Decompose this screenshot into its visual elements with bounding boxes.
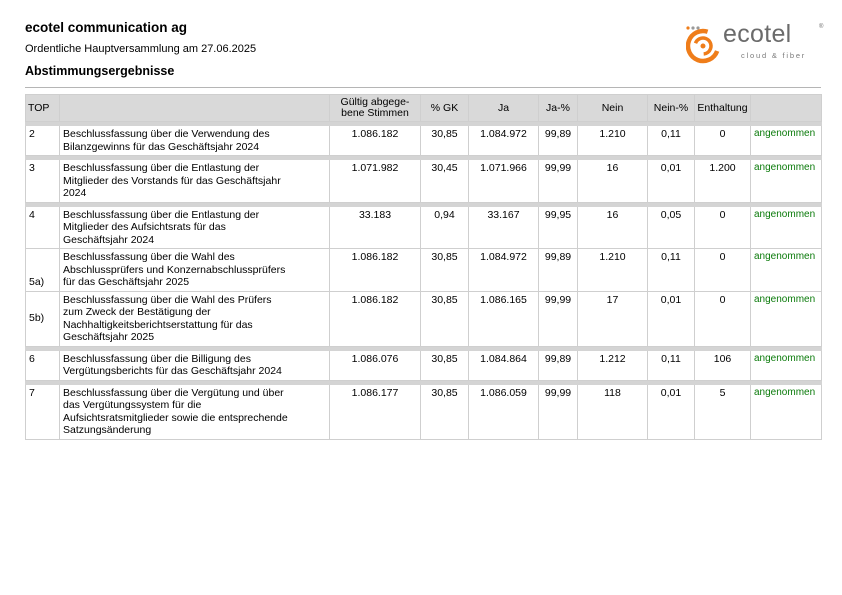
cell-valid: 1.086.182 [330,291,421,346]
meeting-line: Ordentliche Hauptversammlung am 27.06.2025 [25,43,257,55]
cell-pct-gk: 30,85 [421,384,469,439]
cell-ja: 1.086.059 [469,384,539,439]
header-valid-votes [330,95,421,122]
description-line: das Vergütungssystem für die [63,399,202,411]
document-title: Abstimmungsergebnisse [25,64,175,78]
cell-pct-gk: 30,85 [421,126,469,156]
description-line: Aufsichtsratsmitglieder sowie die entsprechende [63,411,288,424]
cell-nein: 16 [578,206,648,249]
cell-pct-gk: 30,85 [421,350,469,380]
description-line: für das Geschäftsjahr 2025 [63,276,190,288]
cell-description [60,384,330,439]
header-pct-gk: % GK [421,95,469,122]
logo-dots-icon [686,24,702,32]
cell-enthaltung: 1.200 [695,160,751,203]
header-nein-pct: Nein-% [648,95,695,122]
description-line: Beschlussfassung über die Wahl des [63,251,235,263]
description-line: 2024 [63,187,87,199]
description-line: Mitglieder des Aufsichtsrats für das [63,221,226,233]
cell-nein-pct: 0,11 [648,126,695,156]
table-row [26,160,822,203]
table-row [26,291,822,346]
cell-ja-pct: 99,99 [539,291,578,346]
cell-description [60,126,330,156]
header-nein: Nein [578,95,648,122]
description-line: Satzungsänderung [63,424,152,436]
description-line: Geschäftsjahr 2025 [63,331,155,343]
header-ja: Ja [469,95,539,122]
cell-nein-pct: 0,11 [648,350,695,380]
cell-result: angenommen [751,350,822,380]
logo-tagline: cloud & fiber [741,51,807,60]
header-ja-pct: Ja-% [539,95,578,122]
cell-top: 5a) [26,249,60,292]
ecotel-logo [686,20,826,68]
description-line: Abschlussprüfers und Konzernabschlussprüfers [63,263,286,276]
cell-enthaltung: 5 [695,384,751,439]
cell-nein-pct: 0,05 [648,206,695,249]
cell-enthaltung: 0 [695,291,751,346]
cell-pct-gk: 30,85 [421,249,469,292]
cell-nein: 17 [578,291,648,346]
cell-description [60,206,330,249]
cell-ja-pct: 99,89 [539,249,578,292]
cell-ja: 1.084.864 [469,350,539,380]
cell-ja: 1.071.966 [469,160,539,203]
cell-valid: 1.086.182 [330,249,421,292]
cell-nein-pct: 0,01 [648,291,695,346]
cell-nein: 1.210 [578,249,648,292]
table-row [26,350,822,380]
cell-ja-pct: 99,89 [539,350,578,380]
cell-result: angenommen [751,291,822,346]
cell-ja: 33.167 [469,206,539,249]
cell-valid: 1.086.182 [330,126,421,156]
cell-pct-gk: 30,45 [421,160,469,203]
table-row [26,384,822,439]
description-line: Beschlussfassung über die Entlastung der [63,162,260,174]
cell-top: 3 [26,160,60,203]
cell-result: angenommen [751,126,822,156]
cell-nein: 1.210 [578,126,648,156]
header-description [60,95,330,122]
description-line: zum Zweck der Bestätigung der [63,306,211,318]
description-line: Beschlussfassung über die Entlastung der [63,208,260,221]
cell-valid: 1.086.177 [330,384,421,439]
cell-ja-pct: 99,99 [539,160,578,203]
cell-description [60,350,330,380]
cell-top: 6 [26,350,60,380]
table-row [26,249,822,292]
description-line: Beschlussfassung über die Verwendung des [63,128,270,140]
description-line: Mitglieder des Vorstands für das Geschäftsjahr [63,174,281,187]
cell-result: angenommen [751,384,822,439]
cell-top: 2 [26,126,60,156]
cell-ja-pct: 99,89 [539,126,578,156]
cell-nein: 118 [578,384,648,439]
cell-description [60,249,330,292]
cell-valid: 1.086.076 [330,350,421,380]
cell-valid: 33.183 [330,206,421,249]
cell-result: angenommen [751,160,822,203]
header-enthaltung: Enthaltung [695,95,751,122]
cell-description [60,291,330,346]
header-valid-line2: bene Stimmen [341,107,409,119]
cell-description [60,160,330,203]
cell-enthaltung: 0 [695,126,751,156]
header-result [751,95,822,122]
cell-ja-pct: 99,99 [539,384,578,439]
cell-enthaltung: 0 [695,249,751,292]
logo-wordmark: ecotel [723,20,792,48]
cell-ja-pct: 99,95 [539,206,578,249]
cell-ja: 1.084.972 [469,249,539,292]
cell-enthaltung: 0 [695,206,751,249]
cell-pct-gk: 30,85 [421,291,469,346]
cell-result: angenommen [751,249,822,292]
voting-results-table [25,94,822,440]
table-header-row [26,95,822,122]
logo-trademark: ® [819,24,824,30]
company-name: ecotel communication ag [25,20,188,35]
table-row [26,206,822,249]
cell-top: 7 [26,384,60,439]
cell-nein-pct: 0,01 [648,384,695,439]
header-top: TOP [26,95,60,122]
description-line: Nachhaltigkeitsberichtserstattung für das [63,318,253,331]
cell-result: angenommen [751,206,822,249]
cell-enthaltung: 106 [695,350,751,380]
cell-nein-pct: 0,01 [648,160,695,203]
cell-top: 4 [26,206,60,249]
cell-top: 5b) [26,291,60,346]
cell-ja: 1.086.165 [469,291,539,346]
cell-nein: 1.212 [578,350,648,380]
description-line: Vergütungsberichts für das Geschäftsjahr 2024 [63,365,282,377]
header-divider [25,87,821,88]
header-valid-line1: Gültig abgege- [340,96,410,108]
cell-ja: 1.084.972 [469,126,539,156]
cell-nein: 16 [578,160,648,203]
cell-pct-gk: 0,94 [421,206,469,249]
description-line: Beschlussfassung über die Billigung des [63,352,251,365]
cell-valid: 1.071.982 [330,160,421,203]
table-row [26,126,822,156]
description-line: Beschlussfassung über die Vergütung und über [63,386,284,399]
cell-nein-pct: 0,11 [648,249,695,292]
description-line: Bilanzgewinns für das Geschäftsjahr 2024 [63,140,260,153]
description-line: Beschlussfassung über die Wahl des Prüfers [63,293,272,306]
description-line: Geschäftsjahr 2024 [63,233,155,246]
